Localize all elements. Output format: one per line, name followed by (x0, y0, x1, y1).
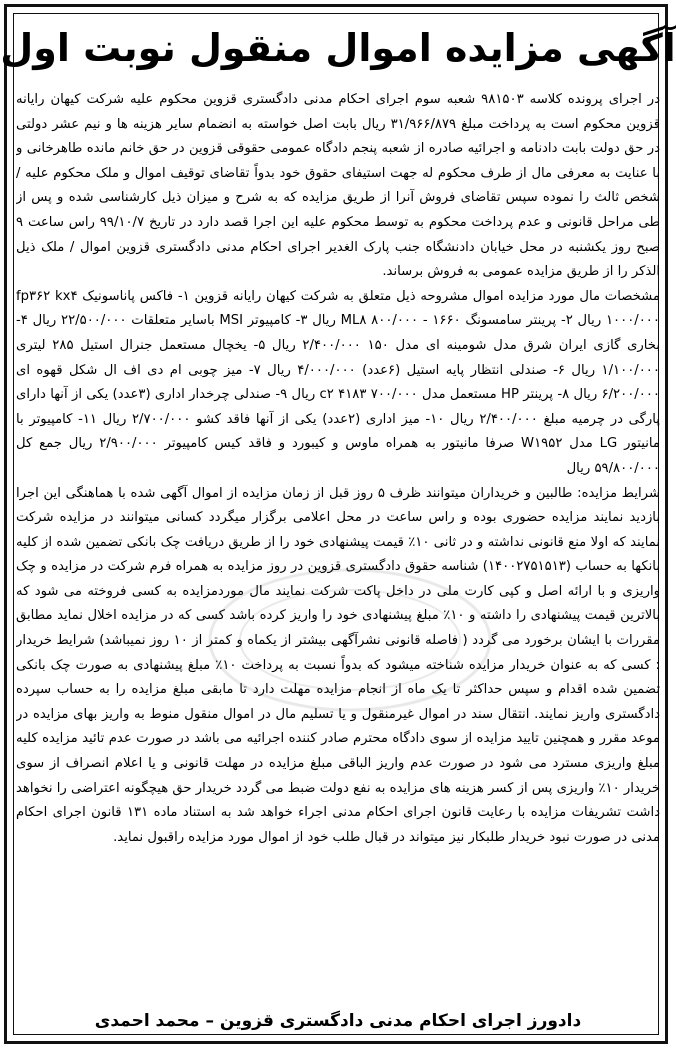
notice-signature: دادورز اجرای احکام مدنی دادگستری قزوین – محمد احمدی (94, 1011, 582, 1031)
notice-body (16, 88, 660, 988)
notice-title: آگهی مزایده اموال منقول نوبت اول (0, 26, 676, 70)
notice-paragraph-intro: در اجرای پرونده کلاسه ۹۸۱۵۰۳ شعبه سوم اجرای احکام مدنی دادگستری قزوین محکوم علیه شرکت کیهان رایانه قزوین محکوم است به پرداخت مبلغ ۳۱/۹۶۶/۸۷۹ ریال بابت اصل خواسته به انضمام سایر هزینه ها و نیم عشر دولتی در حق دولت بابت دادنامه و اجرائیه صادره از شعبه پنجم دادگاه عمومی حقوقی قزوین در حق خانم مانده طاهرخانی و با عنایت به معرفی مال از طرف محکوم له جهت استیفای حقوق خود بدواً تقاضای توقیف اموال و ملک محکوم علیه / شخص ثالث را نموده سپس تقاضای فروش آنرا از طریق مزایده که به شرح و میزان ذیل کارشناسی شده و پس از طی مراحل قانونی و عدم پرداخت محکوم به توسط محکوم علیه این اجرا قصد دارد در تاریخ ۹۹/۱۰/۷ راس ساعت ۹ صبح روز یکشنبه در محل خیابان دادنشگاه جنب پارک الغدیر اجرای احکام مدنی دادگستری قزوین اموال / ملک ذیل الذکر را از طریق مزایده عمومی به فروش برساند. (16, 92, 660, 280)
notice-paragraph-items: مشخصات مال مورد مزایده اموال مشروحه ذیل متعلق به شرکت کیهان رایانه قزوین ۱- فاکس پاناسونیک fp۳۶۲ kx۴ ۱۰۰۰/۰۰۰ ریال ۲- پرینتر سامسونگ ۱۶۶۰ - ML۸ ۸۰۰/۰۰۰ ریال ۳- کامپیوتر MSI باسایر متعلقات ۲۲/۵۰۰/۰۰۰ ریال ۴- بخاری گازی ایران شرق مدل شومینه ای مدل ۱۵۰ ۲/۴۰۰/۰۰۰ ریال ۵- یخچال مستعمل جنرال استیل ۲۸۵ لیتری ۱/۱۰۰/۰۰۰ ریال ۶- صندلی انتظار پایه استیل (۶عدد) ۴/۰۰۰/۰۰۰ ریال ۷- میز چوبی ام دی اف ال شکل قهوه ای ۶/۲۰۰/۰۰۰ ریال ۸- پرینتر HP مستعمل مدل c۲ ۴۱۸۳ ۷۰۰/۰۰۰ ریال ۹- صندلی چرخدار اداری (۳عدد) یکی از آنها دارای پارگی در چرمیه مبلغ ۲/۴۰۰/۰۰۰ ریال ۱۰- میز اداری (۲عدد) یکی از آنها فاقد کشو ۲/۷۰۰/۰۰۰ ریال ۱۱- کامپیوتر با مانیتور LG مدل W۱۹۵۲ صرفا مانیتور به همراه ماوس و کیبورد و فاقد کیس کامپیوتر ۲/۹۰۰/۰۰۰ ریال جمع کل ۵۹/۸۰۰/۰۰۰ ریال (16, 288, 660, 476)
notice-paragraph-conditions: شرایط مزایده: طالبین و خریداران میتوانند ظرف ۵ روز قبل از زمان مزایده از اموال آگهی شده با هماهنگی این اجرا بازدید نمایند مزایده حضوری بوده و راس ساعت در محل اعلامی برگزار میگردد کسانی میتوانند در مزایده شرکت نمایند که اولا منع قانونی نداشته و در ثانی ۱۰٪ قیمت پیشنهادی خود را از طریق دریافت چک بانکی تضمین شده از کلیه بانکها به حساب (۱۴۰۰۲۷۵۱۵۱۳) شناسه حقوق دادگستری قزوین در روز مزایده به همراه فرم شرکت در مزایده و چک واریزی و با ارائه اصل و کپی کارت ملی در داخل پاکت شرکت نمایند مال موردمزایده به کسی فروخته می شود که بالاترین قیمت پیشنهادی را داشته و ۱۰٪ مبلغ پیشنهادی خود را واریز کرده باشد کسی که در مزایده اخلال نماید مطابق مقررات با ایشان برخورد می گردد ( فاصله قانونی نشرآگهی بیشتر از یکماه و کمتر از ۱۰ روز نمیباشد) شرایط خریدار : کسی که به عنوان خریدار مزایده شناخته میشود که بدواً نسبت به پرداخت ۱۰٪ مبلغ پیشنهادی به صورت چک بانکی تضمین شده اقدام و سپس حداکثر تا یک ماه از انجام مزایده مهلت دارد تا مابقی مبلغ مزایده را به حساب سپرده دادگستری واریز نمایند. انتقال سند در اموال غیرمنقول و یا تسلیم مال در اموال منقول منوط به واریز بهای مزایده در موعد مقرر و همچنین تایید مزایده از سوی دادگاه محترم صادر کننده اجرائیه می باشد در صورت عدم تائید مزایده کلیه مبلغ واریزی مسترد می شود در صورت عدم واریز الباقی مبلغ مزایده در مهلت قانونی و یا اعلام انصراف از سوی خریدار ۱۰٪ واریزی پس از کسر هزینه های مزایده به نفع دولت ضبط می گردد خریدار حق هیچگونه اعتراضی را نخواهد داشت تشریفات مزایده با رعایت قانون اجرای احکام مدنی اجراء خواهد شد به استناد ماده ۱۳۱ قانون اجرای احکام مدنی در صورت نبود خریدار طلبکار نیز میتواند در قبال طلب خود از اموال مورد مزایده راقبول نماید. (16, 485, 660, 845)
